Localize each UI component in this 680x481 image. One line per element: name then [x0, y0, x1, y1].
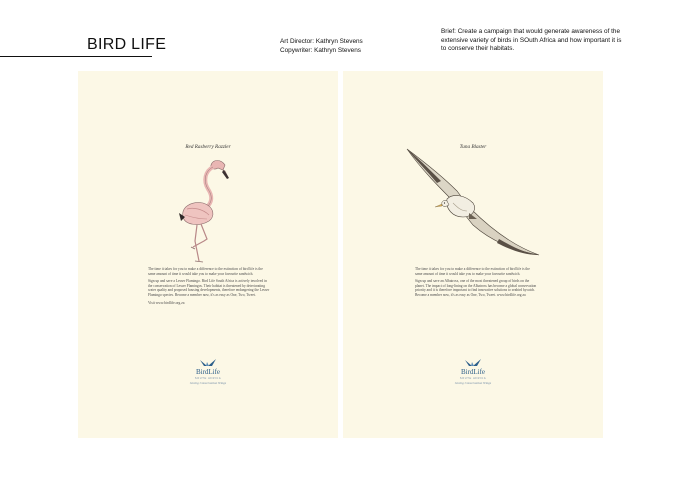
bird-wings-icon	[464, 358, 482, 367]
ad-panel-albatross	[343, 71, 603, 438]
title-underline	[0, 56, 152, 57]
ad-body-copy	[148, 267, 270, 308]
logo-name: BirdLife	[460, 368, 486, 376]
ad-caption: Tuna Blaster	[459, 144, 487, 150]
ad-panel-flamingo	[78, 71, 338, 438]
bird-wings-icon	[199, 358, 217, 367]
ad-paragraph: Sign up and save an Albatross, one of the most threatened group of birds on the planet. The impact of long-lining on the Albatross has become a global conservation priority and it is therefore important to find innovative solutions to seabird bycatch. Become a member now, it's as easy as One, Two, Tweet. www.birdlife.org.za	[415, 279, 537, 297]
logo-subtitle: SOUTH AFRICA	[459, 377, 487, 380]
logo-tagline: Giving Conservation Wings	[454, 381, 492, 385]
birdlife-logo	[438, 358, 508, 385]
ad-paragraph: The time it takes for you to make a difference to the extinction of bird life is the same amount of time it would take you to make your favourite sandwich.	[148, 267, 263, 276]
campaign-brief: Brief: Create a campaign that would generate awareness of the extensive variety of birds in SOuth Africa and how important it is to conserve their habitats.	[441, 28, 622, 52]
logo-name: BirdLife	[195, 368, 221, 376]
credits	[280, 38, 363, 55]
birdlife-logo	[173, 358, 243, 385]
ad-caption: Red Rasberry Razzler	[185, 144, 231, 150]
ad-body-copy	[415, 267, 537, 301]
page-title: BIRD LIFE	[87, 36, 167, 53]
copywriter-credit: Copywriter: Kathryn Stevens	[280, 46, 361, 54]
logo-subtitle: SOUTH AFRICA	[194, 377, 222, 380]
ad-paragraph: Visit www.birdlife.org.za	[148, 300, 185, 305]
albatross-illustration	[403, 147, 543, 259]
flamingo-illustration	[173, 157, 243, 265]
art-director-credit: Art Director: Kathryn Stevens	[280, 38, 363, 45]
ad-paragraph: Sign up and save a Lesser Flamingo. Bird Life South Africa is actively involved in the conservation of Lesser Flamingos. Their habitat is threatened by deteriorating water quality and proposed housing developments, therefore endangering the Lesser Flamingo species. Become a member now, it's as easy as One, Two, Tweet.	[148, 279, 270, 297]
ad-paragraph: The time it takes for you to make a difference to the extinction of bird life is the same amount of time it would take you to make your favourite sandwich.	[415, 267, 530, 276]
logo-tagline: Giving Conservation Wings	[189, 381, 227, 385]
